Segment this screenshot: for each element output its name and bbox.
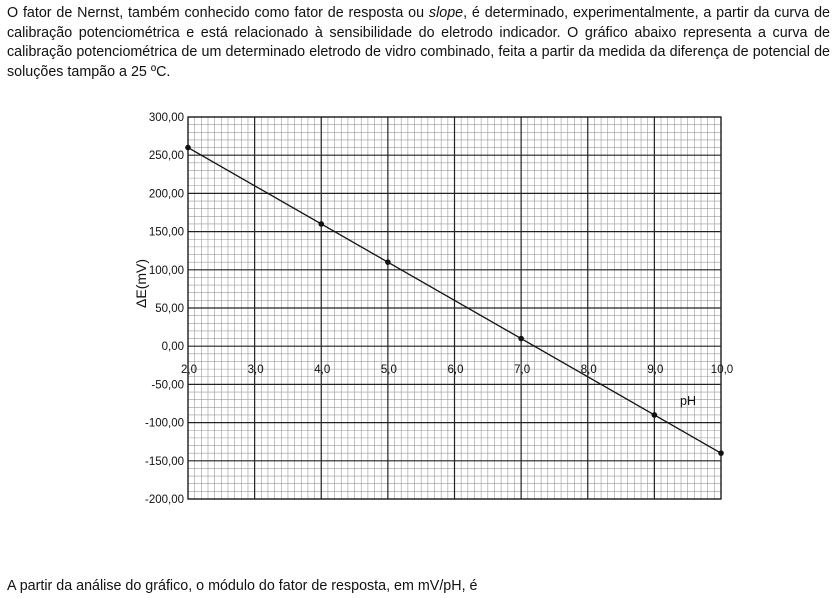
y-tick-label: 50,00 <box>155 303 184 315</box>
data-point <box>718 450 724 456</box>
y-axis-label: ΔE(mV) <box>133 258 149 308</box>
x-tick-label: 6,0 <box>447 364 464 377</box>
x-tick-label: 2,0 <box>181 364 197 377</box>
x-tick-label: 8,0 <box>580 364 597 377</box>
x-tick-label: 9,0 <box>647 364 664 377</box>
x-tick-label: 4,0 <box>314 364 331 377</box>
question-text: A partir da análise do gráfico, o módulo do fator de resposta, em mV/pH, é <box>7 578 478 594</box>
x-tick-label: 7,0 <box>514 364 531 377</box>
data-point <box>185 145 191 151</box>
data-point <box>652 412 658 418</box>
intro-text-1: O fator de Nernst, também conhecido como fator de resposta ou <box>7 5 429 21</box>
y-tick-label: -50,00 <box>151 379 184 392</box>
y-tick-label: -100,00 <box>144 417 184 430</box>
x-tick-labels <box>181 364 733 376</box>
y-tick-label: -150,00 <box>144 455 184 468</box>
y-tick-label: -200,00 <box>144 494 184 506</box>
x-axis-label: pH <box>680 394 696 409</box>
y-tick-label: 200,00 <box>148 188 184 201</box>
y-tick-label: 0,00 <box>161 341 184 354</box>
y-tick-label: 100,00 <box>148 264 184 277</box>
intro-text-2: , é determinado, experimentalmente, a partir da curva de calibração potenciométrica e está relacionado à sensibilidade do eletrodo indicador. O gráfico abaixo representa a curva de calibração potenciométrica de um determinado eletrodo de vidro combinado, feita a partir da medida da diferença de potencial de soluções tampão a 25 ºC. <box>7 5 830 80</box>
intro-emphasis: slope <box>428 5 464 21</box>
data-point <box>318 221 324 227</box>
x-tick-label: 5,0 <box>380 364 397 377</box>
y-tick-label: 300,00 <box>148 112 184 124</box>
y-tick-labels <box>145 112 184 506</box>
x-tick-label: 3,0 <box>247 364 264 377</box>
x-tick-label: 10,0 <box>710 364 734 377</box>
data-point <box>385 259 391 265</box>
data-point <box>518 336 524 342</box>
y-tick-label: 150,00 <box>148 226 184 239</box>
y-tick-label: 250,00 <box>148 150 184 163</box>
